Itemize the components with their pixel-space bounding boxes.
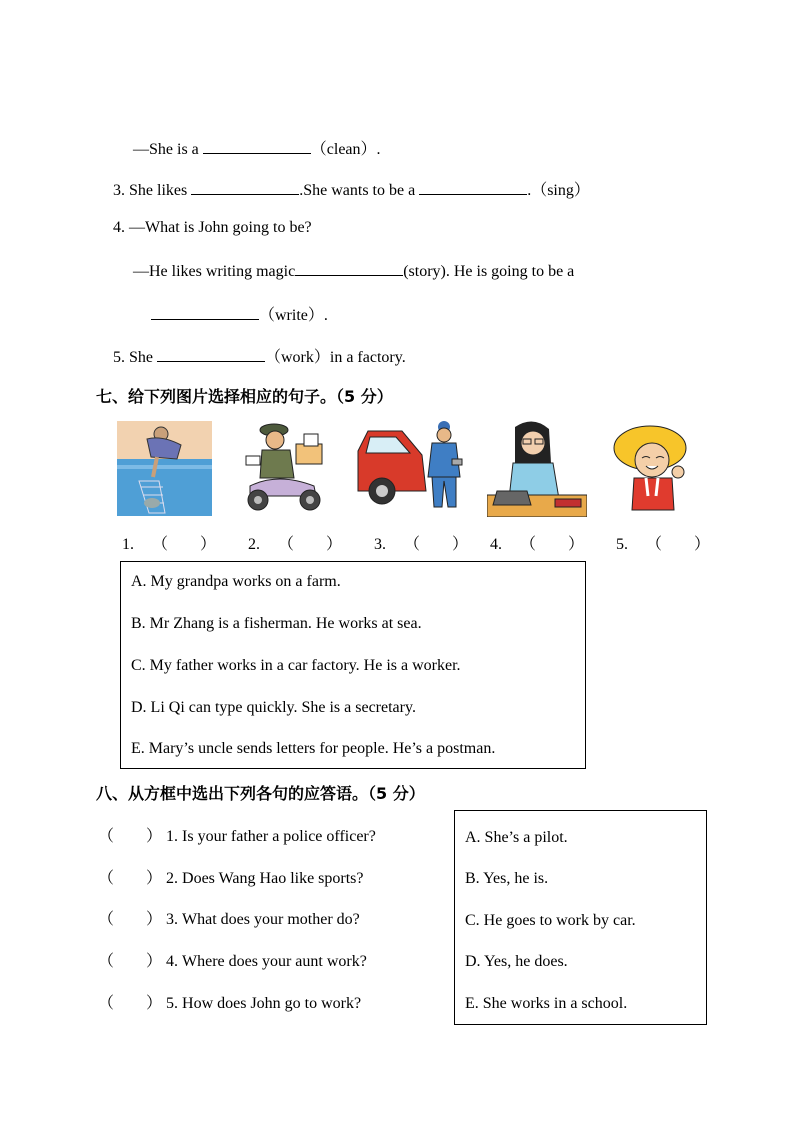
q3-text-2: .She wants to be a <box>299 182 416 199</box>
reply-option-b: B. Yes, he is. <box>465 870 549 887</box>
q4-answer-line-2 <box>151 302 328 325</box>
question-text: 3. What does your mother do? <box>166 911 360 928</box>
q5-text-1: She <box>129 349 153 366</box>
pic-label-4 <box>490 531 584 554</box>
q4-blank-1[interactable] <box>295 260 403 276</box>
reply-question-1 <box>98 823 376 846</box>
reply-question-3 <box>98 906 360 929</box>
q4-question: —What is John going to be? <box>129 219 312 236</box>
sentence-options-box <box>120 561 586 769</box>
option-e: E. Mary’s uncle sends letters for people. He’s a postman. <box>131 740 496 757</box>
pic-answer-paren[interactable]: （ ） <box>404 536 469 553</box>
q4-answer-text-1: —He likes writing magic <box>133 263 296 280</box>
car-mechanic-icon <box>356 421 466 514</box>
q4-blank-2[interactable] <box>151 304 259 320</box>
q2-blank[interactable] <box>203 138 311 154</box>
question-text: 4. Where does your aunt work? <box>166 953 367 970</box>
reply-options-box <box>454 810 707 1025</box>
pic-answer-paren[interactable]: （ ） <box>646 536 711 553</box>
reply-question-5 <box>98 990 361 1013</box>
option-d: D. Li Qi can type quickly. She is a secretary. <box>131 699 416 716</box>
q2-hint: （clean）. <box>310 141 381 158</box>
reply-question-2 <box>98 865 364 888</box>
reply-option-c: C. He goes to work by car. <box>465 912 636 929</box>
postman-scooter-icon <box>238 416 330 516</box>
question-text: 2. Does Wang Hao like sports? <box>166 870 364 887</box>
option-b: B. Mr Zhang is a fisherman. He works at sea. <box>131 615 422 632</box>
q3-line <box>113 177 590 200</box>
q5-hint: （work）in a factory. <box>265 349 406 366</box>
pic-label-5 <box>616 531 710 554</box>
pic-answer-paren[interactable]: （ ） <box>520 536 585 553</box>
secretary-laptop-icon <box>487 419 587 517</box>
farmer-straw-hat-icon <box>612 418 694 518</box>
q3-blank-2[interactable] <box>419 179 527 195</box>
option-c: C. My father works in a car factory. He is a worker. <box>131 657 461 674</box>
reply-option-d: D. Yes, he does. <box>465 953 568 970</box>
reply-option-e: E. She works in a school. <box>465 995 628 1012</box>
answer-paren[interactable]: （ ） <box>98 995 163 1012</box>
section7-heading: 七、给下列图片选择相应的句子。（5 分） <box>96 387 393 406</box>
answer-paren[interactable]: （ ） <box>98 911 163 928</box>
pic-number: 2. <box>248 536 260 553</box>
reply-question-4 <box>98 948 367 971</box>
q4-number: 4. <box>113 219 125 236</box>
pic-number: 3. <box>374 536 386 553</box>
q5-blank[interactable] <box>157 346 265 362</box>
q3-number: 3. <box>113 182 125 199</box>
q3-blank-1[interactable] <box>191 179 299 195</box>
q4-hint: （write）. <box>259 307 328 324</box>
pic-number: 5. <box>616 536 628 553</box>
fisherman-net-icon <box>117 421 212 516</box>
q5-number: 5. <box>113 349 125 366</box>
q4-question-line <box>113 219 312 237</box>
pic-number: 1. <box>122 536 134 553</box>
pic-answer-paren[interactable]: （ ） <box>278 536 343 553</box>
q5-line <box>113 344 406 367</box>
section8-heading: 八、从方框中选出下列各句的应答语。（5 分） <box>96 784 425 803</box>
q4-answer-line-1 <box>133 260 574 281</box>
pic-label-1 <box>122 531 216 554</box>
q3-hint: .（sing） <box>527 182 590 199</box>
option-a: A. My grandpa works on a farm. <box>131 573 341 590</box>
pic-number: 4. <box>490 536 502 553</box>
reply-option-a: A. She’s a pilot. <box>465 829 568 846</box>
answer-paren[interactable]: （ ） <box>98 828 163 845</box>
pic-answer-paren[interactable]: （ ） <box>152 536 217 553</box>
question-text: 5. How does John go to work? <box>166 995 362 1012</box>
q4-answer-text-2: (story). He is going to be a <box>403 263 575 280</box>
q2-answer-prefix: —She is a <box>133 141 199 158</box>
answer-paren[interactable]: （ ） <box>98 953 163 970</box>
answer-paren[interactable]: （ ） <box>98 870 163 887</box>
q3-text-1: She likes <box>129 182 188 199</box>
pic-label-3 <box>374 531 468 554</box>
question-text: 1. Is your father a police officer? <box>166 828 376 845</box>
q2-answer-line <box>133 136 381 159</box>
pic-label-2 <box>248 531 342 554</box>
